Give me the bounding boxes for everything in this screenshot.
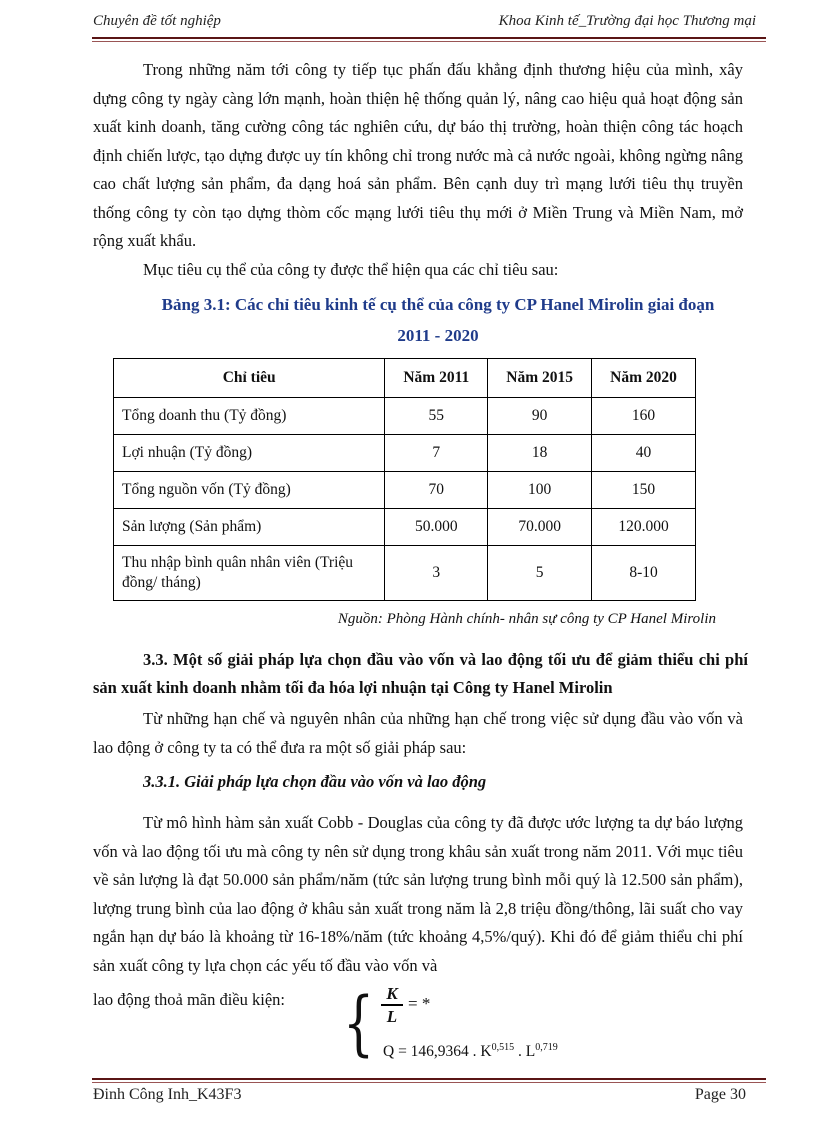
table-source: Nguồn: Phòng Hành chính- nhân sự công ty CP Hanel Mirolin <box>337 611 716 627</box>
table-cell: 8-10 <box>592 546 696 601</box>
table-header-cell: Năm 2015 <box>488 359 592 398</box>
footer-page-number: Page 30 <box>694 1086 746 1103</box>
cobb-douglas-paragraph: Từ mô hình hàm sản xuất Cobb - Douglas của công ty đã được ước lượng ta dự báo lượng vốn và lao động tối ưu mà công ty nên sử dụng trong khâu sản xuất trong năm 2011. Với mục tiêu về sản lượng là đạt 50.000 sản phẩm/năm (tức sản lượng trung bình mỗi quý là 12.500 sản phẩm), lượng trung bình của lao động ở khâu sản xuất trong năm là 2,8 triệu đồng/thông, lãi suất cho vay ngắn hạn dự báo là khoảng từ 16-18%/năm (tức khoảng 4,5%/quý). Khi đó để giảm thiểu chi phí sản xuất công ty lựa chọn các yếu tố đầu vào vốn và <box>93 813 743 975</box>
table-row <box>114 435 696 472</box>
table-caption-line2: 2011 - 2020 <box>397 326 479 345</box>
table-cell: 40 <box>592 435 696 472</box>
table-cell: 3 <box>385 546 488 601</box>
table-cell: 70 <box>385 472 488 509</box>
section-heading-3-3-1: 3.3.1. Giải pháp lựa chọn đầu vào vốn và lao động <box>143 772 487 791</box>
table-cell: 90 <box>488 398 592 435</box>
capital-exponent: 0,515 <box>491 1042 515 1053</box>
header-right: Khoa Kinh tế_Trường đại học Thương mại <box>498 13 756 29</box>
footer-rule-thick <box>92 1078 766 1080</box>
production-function-lhs: Q = 146,9364 . K <box>383 1043 492 1061</box>
ratio-fraction <box>381 984 403 1028</box>
table-caption-line1: Bảng 3.1: Các chỉ tiêu kinh tế cụ thể của công ty CP Hanel Mirolin giai đoạn <box>161 295 715 314</box>
table-header-cell: Năm 2011 <box>385 359 488 398</box>
table-cell: 18 <box>488 435 592 472</box>
fraction-rhs: = * <box>408 994 431 1013</box>
table-header-cell: Năm 2020 <box>592 359 696 398</box>
solutions-intro: Từ những hạn chế và nguyên nhân của những hạn chế trong việc sử dụng đầu vào vốn và lao động ở công ty ta có thể đưa ra một số giải pháp sau: <box>93 709 743 757</box>
table-cell-label: Lợi nhuận (Tỷ đồng) <box>114 435 385 472</box>
footer-author: Đinh Công Inh_K43F3 <box>93 1086 242 1103</box>
table-row <box>114 398 696 435</box>
header-rule-thick <box>92 37 766 39</box>
table-cell: 100 <box>488 472 592 509</box>
table-cell: 55 <box>385 398 488 435</box>
header-left: Chuyên đề tốt nghiệp <box>93 13 221 29</box>
table-cell-label: Tổng doanh thu (Tỷ đồng) <box>114 398 385 435</box>
table-cell-label: Sản lượng (Sản phẩm) <box>114 509 385 546</box>
table-cell: 160 <box>592 398 696 435</box>
table-cell: 120.000 <box>592 509 696 546</box>
targets-intro: Mục tiêu cụ thể của công ty được thể hiện qua các chỉ tiêu sau: <box>143 260 559 279</box>
table-header-row <box>114 359 696 398</box>
intro-paragraph: Trong những năm tới công ty tiếp tục phấn đấu khẳng định thương hiệu của mình, xây dựng công ty ngày càng lớn mạnh, hoàn thiện hệ thống quản lý, nâng cao hiệu quả hoạt động sản xuất kinh doanh, tăng cường công tác nghiên cứu, dự báo thị trường, hoàn thiện công tác hoạch định chiến lược, tạo dựng được uy tín không chỉ trong nước mà cả nước ngoài, không ngừng nâng cao chất lượng sản phẩm, đa dạng hoá sản phẩm. Bên cạnh duy trì mạng lưới tiêu thụ truyền thống công ty còn tạo dựng thòm cốc mạng lưới tiêu thụ mới ở Miền Trung và Miền Nam, mở rộng xuất khẩu. <box>93 60 743 250</box>
table-cell: 150 <box>592 472 696 509</box>
condition-label: lao động thoả mãn điều kiện: <box>93 990 285 1009</box>
left-brace-icon: { <box>343 982 375 1064</box>
labor-exponent: 0,719 <box>535 1042 558 1053</box>
footer-rule-thin <box>92 1082 766 1083</box>
table-row <box>114 472 696 509</box>
production-function <box>383 1042 558 1061</box>
table-row <box>114 509 696 546</box>
fraction-denominator: L <box>386 1007 398 1026</box>
targets-table <box>113 358 696 601</box>
table-cell: 5 <box>488 546 592 601</box>
table-cell-label: Thu nhập bình quân nhân viên (Triệu đồng/ tháng) <box>114 546 385 601</box>
table-cell: 70.000 <box>488 509 592 546</box>
header-rule-thin <box>92 41 766 42</box>
section-heading-3-3: 3.3. Một số giải pháp lựa chọn đầu vào vốn và lao động tối ưu để giảm thiểu chi phí sản xuất kinh doanh nhằm tối đa hóa lợi nhuận tại Công ty Hanel Mirolin <box>93 650 748 697</box>
table-caption <box>93 289 783 351</box>
fraction-numerator: K <box>381 984 403 1006</box>
table-cell-label: Tổng nguồn vốn (Tỷ đồng) <box>114 472 385 509</box>
table-header-cell: Chỉ tiêu <box>114 359 385 398</box>
production-function-mid: . L <box>514 1043 536 1061</box>
table-row <box>114 546 696 601</box>
table-cell: 7 <box>385 435 488 472</box>
table-cell: 50.000 <box>385 509 488 546</box>
